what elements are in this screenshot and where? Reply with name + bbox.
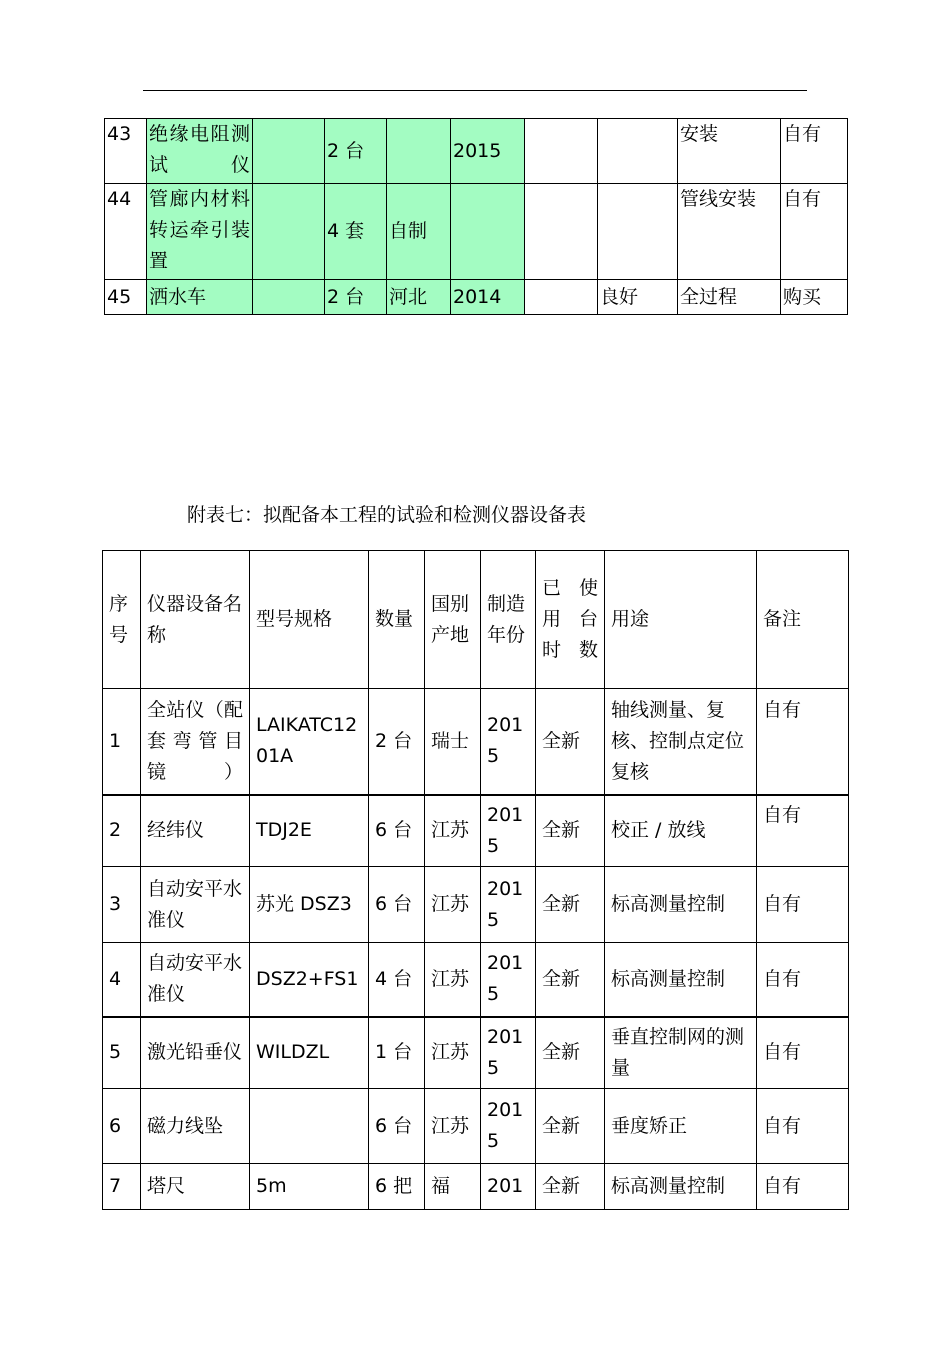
table-row: [105, 280, 848, 315]
cell-qty: 6 台: [369, 1089, 425, 1164]
cell-qty: 6 把: [369, 1164, 425, 1210]
cell-note: 自有: [757, 1017, 849, 1089]
table-row: [103, 1089, 849, 1164]
cell-note: 自有: [757, 867, 849, 943]
cell-qty: 2 台: [325, 280, 387, 315]
header-origin: 国别产地: [425, 551, 481, 689]
cell-hours: 全新: [536, 943, 605, 1017]
cell-name: 自动安平水准仪: [141, 943, 250, 1017]
cell-name: 绝缘电阻测试仪: [147, 119, 253, 184]
cell-condition: [598, 119, 678, 184]
header-name: 仪器设备名称: [141, 551, 250, 689]
cell-model: [253, 119, 325, 184]
cell-model: TDJ2E: [250, 795, 369, 867]
table-row: [103, 689, 849, 795]
cell-name: 塔尺: [141, 1164, 250, 1210]
cell-no: 44: [105, 184, 147, 280]
cell-name: 激光铅垂仪: [141, 1017, 250, 1089]
cell-hours: 全新: [536, 795, 605, 867]
cell-usage: 安装: [678, 119, 781, 184]
cell-usage: 标高测量控制: [605, 1164, 757, 1210]
cell-usage: 校正 / 放线: [605, 795, 757, 867]
cell-no: 2: [103, 795, 141, 867]
cell-no: 5: [103, 1017, 141, 1089]
cell-note: 自有: [757, 689, 849, 795]
header-qty: 数量: [369, 551, 425, 689]
cell-note: 自有: [757, 1089, 849, 1164]
cell-model: LAIKATC1201A: [250, 689, 369, 795]
cell-year: 2015: [481, 689, 536, 795]
table-row: [103, 867, 849, 943]
cell-name: 洒水车: [147, 280, 253, 315]
cell-name: 磁力线坠: [141, 1089, 250, 1164]
table-row: [103, 943, 849, 1017]
cell-origin: 江苏: [425, 1089, 481, 1164]
cell-model: [253, 280, 325, 315]
cell-usage: 标高测量控制: [605, 943, 757, 1017]
cell-origin: [387, 119, 451, 184]
header-rule: [143, 90, 807, 91]
cell-usage: 管线安装: [678, 184, 781, 280]
cell-qty: 4 套: [325, 184, 387, 280]
header-usage: 用途: [605, 551, 757, 689]
cell-origin: 瑞士: [425, 689, 481, 795]
cell-origin: 福: [425, 1164, 481, 1210]
cell-no: 7: [103, 1164, 141, 1210]
table-row: [103, 1017, 849, 1089]
cell-model: 5m: [250, 1164, 369, 1210]
cell-year: 2014: [451, 280, 525, 315]
cell-model: WILDZL: [250, 1017, 369, 1089]
equipment-table-continued: [104, 118, 848, 315]
cell-origin: 江苏: [425, 1017, 481, 1089]
table-row: [105, 119, 848, 184]
instrument-table: [102, 550, 849, 1210]
table-caption: 附表七：拟配备本工程的试验和检测仪器设备表: [187, 504, 587, 526]
cell-usage: 全过程: [678, 280, 781, 315]
cell-year: 2015: [481, 867, 536, 943]
cell-qty: 2 台: [325, 119, 387, 184]
cell-no: 1: [103, 689, 141, 795]
cell-model: [253, 184, 325, 280]
cell-usage: 标高测量控制: [605, 867, 757, 943]
cell-origin: 江苏: [425, 943, 481, 1017]
cell-usage: 垂直控制网的测量: [605, 1017, 757, 1089]
cell-hours: 全新: [536, 1017, 605, 1089]
cell-usage: 轴线测量、复核、控制点定位复核: [605, 689, 757, 795]
cell-year: 2015: [481, 795, 536, 867]
header-hours: 已使用台时数: [536, 551, 605, 689]
header-no: 序号: [103, 551, 141, 689]
cell-power: [525, 184, 598, 280]
cell-qty: 2 台: [369, 689, 425, 795]
header-model: 型号规格: [250, 551, 369, 689]
table-header-row: [103, 551, 849, 689]
cell-origin: 江苏: [425, 867, 481, 943]
cell-year: [451, 184, 525, 280]
cell-qty: 6 台: [369, 795, 425, 867]
cell-condition: 良好: [598, 280, 678, 315]
cell-name: 管廊内材料转运牵引装置: [147, 184, 253, 280]
header-note: 备注: [757, 551, 849, 689]
cell-model: 苏光 DSZ3: [250, 867, 369, 943]
cell-no: 43: [105, 119, 147, 184]
cell-qty: 1 台: [369, 1017, 425, 1089]
cell-hours: 全新: [536, 1089, 605, 1164]
cell-year: 2015: [481, 1089, 536, 1164]
cell-year: 2015: [481, 943, 536, 1017]
table-row: [103, 1164, 849, 1210]
table-row: [105, 184, 848, 280]
cell-name: 经纬仪: [141, 795, 250, 867]
cell-qty: 6 台: [369, 867, 425, 943]
cell-name: 自动安平水准仪: [141, 867, 250, 943]
cell-note: 自有: [757, 1164, 849, 1210]
cell-usage: 垂度矫正: [605, 1089, 757, 1164]
cell-note: 自有: [781, 184, 848, 280]
cell-note: 自有: [781, 119, 848, 184]
cell-model: DSZ2+FS1: [250, 943, 369, 1017]
cell-no: 45: [105, 280, 147, 315]
cell-note: 自有: [757, 795, 849, 867]
cell-no: 4: [103, 943, 141, 1017]
cell-origin: 江苏: [425, 795, 481, 867]
cell-hours: 全新: [536, 867, 605, 943]
cell-year: 201: [481, 1164, 536, 1210]
cell-no: 3: [103, 867, 141, 943]
cell-qty: 4 台: [369, 943, 425, 1017]
cell-power: [525, 119, 598, 184]
cell-origin: 自制: [387, 184, 451, 280]
cell-origin: 河北: [387, 280, 451, 315]
cell-hours: 全新: [536, 1164, 605, 1210]
cell-model: [250, 1089, 369, 1164]
header-year: 制造年份: [481, 551, 536, 689]
cell-condition: [598, 184, 678, 280]
cell-note: 购买: [781, 280, 848, 315]
cell-no: 6: [103, 1089, 141, 1164]
cell-year: 2015: [451, 119, 525, 184]
cell-name: 全站仪（配套弯管目镜）: [141, 689, 250, 795]
cell-note: 自有: [757, 943, 849, 1017]
cell-year: 2015: [481, 1017, 536, 1089]
cell-hours: 全新: [536, 689, 605, 795]
table-row: [103, 795, 849, 867]
cell-power: [525, 280, 598, 315]
